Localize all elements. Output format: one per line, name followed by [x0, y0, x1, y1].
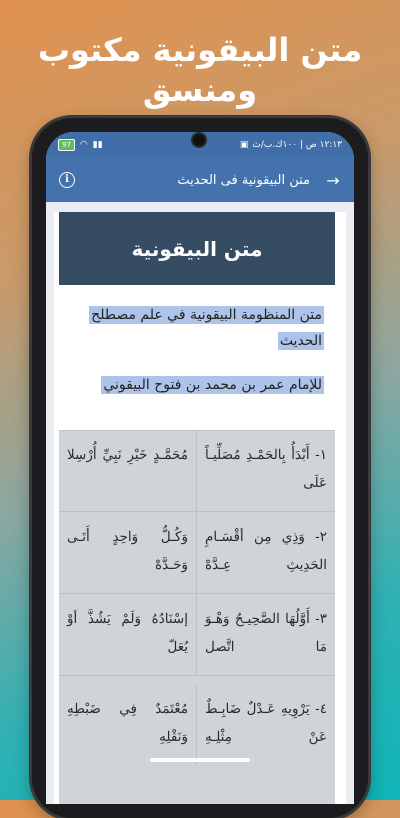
verse-divider — [59, 511, 335, 512]
intro-paragraph — [62, 302, 324, 354]
promo-headline — [0, 30, 400, 110]
content-area[interactable] — [46, 202, 354, 804]
back-button[interactable] — [322, 169, 344, 191]
status-time: ١٢:١٣ ص | ١٠٠ك.ب/ث — [252, 140, 342, 150]
intro-line1: متن المنظومة البيقونية في علم مصطلح — [91, 307, 322, 323]
verse-first-half: ٢- وَذِي مِن أقْسَـامِ الحَدِيثِ عِـدَّهْ — [205, 529, 327, 573]
verse-row — [59, 513, 335, 593]
verse-row — [59, 595, 335, 675]
battery-icon: 97 — [58, 139, 75, 151]
verse-first-half: ٤- يَرْوِيهِ عَـدْلٌ ضَابِـطٌ عَنْ مِثْلِـهِ — [205, 701, 327, 745]
signal-icon: ▮▮ — [92, 140, 103, 150]
author-line: للإمام عمر بن محمد بن فتوح البيقوني — [103, 377, 322, 393]
verses-table — [59, 430, 335, 804]
verse-row — [59, 685, 335, 765]
wifi-icon: ◠ — [79, 140, 88, 150]
status-left — [58, 139, 103, 151]
notification-icon: ▣ — [239, 140, 249, 150]
app-bar-title: متن البيقونية فى الحديث — [177, 172, 310, 188]
info-button[interactable] — [56, 169, 78, 191]
author-paragraph — [62, 372, 324, 398]
info-icon: i — [59, 172, 75, 188]
phone-screen — [46, 132, 354, 804]
verse-row — [59, 431, 335, 511]
verse-divider — [59, 675, 335, 676]
verse-second-half: مُعْتَمَدٌ فِي ضَبْطِهِ وَنَقْلِهِ — [59, 685, 197, 765]
promo-headline-line1: متن البيقونية مكتوب — [37, 31, 363, 69]
verse-second-half: إسْنَادُهُ وَلَمْ يَشُذَّ أوْ يُعَلّ — [59, 595, 197, 675]
verse-second-half: مُحَمَّـدٍ خَيْرِ نَبِيِّ أُرْسِلا — [59, 431, 197, 511]
intro-line2: الحديث — [279, 333, 322, 349]
banner-title: متن البيقونية — [59, 212, 335, 285]
verse-first-half: ١- أَبْدَأُ بِالحَمْـدِ مُصَلِّيـاً عَلَى — [205, 447, 327, 491]
text-card — [54, 212, 346, 804]
verse-first-half: ٣- أَوَّلُهَا الصَّحِيـحُ وَهْـوَ مَا اتَّصل — [205, 611, 327, 655]
phone-frame — [32, 118, 368, 818]
verse-second-half: وَكُـلُّ وَاحِدٍ أَتَـى وَحَـدَّهْ — [59, 513, 197, 593]
home-indicator[interactable] — [150, 758, 250, 762]
arrow-right-icon: → — [326, 170, 340, 190]
app-bar — [46, 158, 354, 202]
camera-icon — [193, 134, 205, 146]
verse-divider — [59, 593, 335, 594]
promo-headline-line2: ومنسق — [142, 71, 258, 109]
status-right — [240, 140, 342, 150]
